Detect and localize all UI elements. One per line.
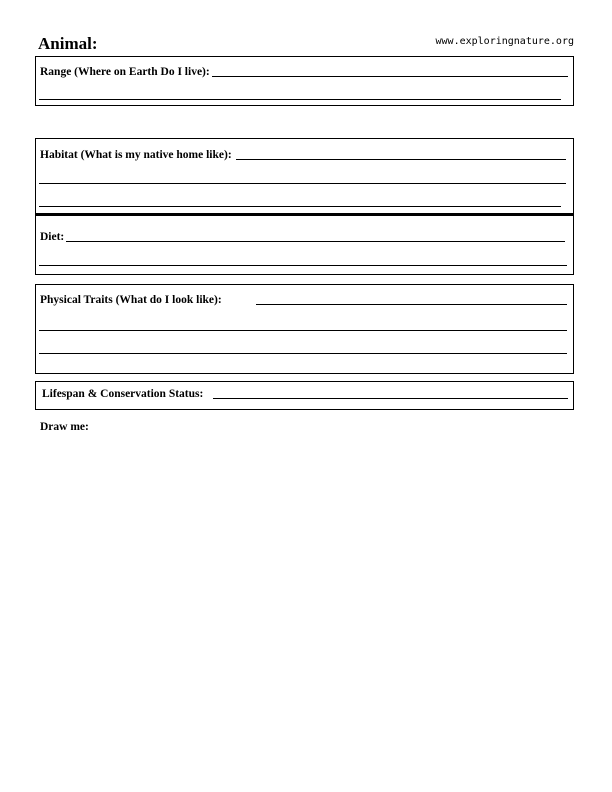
- page-title: Animal:: [38, 34, 98, 53]
- range-label: Range (Where on Earth Do I live):: [40, 66, 210, 78]
- habitat-answer-line-1[interactable]: [236, 159, 566, 160]
- physical-traits-label: Physical Traits (What do I look like):: [40, 294, 222, 306]
- website-url: www.exploringnature.org: [435, 36, 574, 47]
- physical-answer-line-3[interactable]: [39, 353, 567, 354]
- diet-answer-line-1[interactable]: [64, 241, 565, 242]
- diet-answer-line-2[interactable]: [39, 265, 567, 266]
- habitat-answer-line-2[interactable]: [39, 183, 566, 184]
- lifespan-section: [35, 381, 574, 410]
- physical-answer-line-1[interactable]: [256, 304, 567, 305]
- habitat-answer-line-3[interactable]: [39, 206, 561, 207]
- drawing-area[interactable]: [35, 440, 575, 770]
- draw-me-label: Draw me:: [40, 421, 89, 433]
- diet-section: [35, 214, 574, 275]
- physical-traits-section: [35, 284, 574, 374]
- lifespan-label: Lifespan & Conservation Status:: [42, 388, 204, 400]
- physical-answer-line-2[interactable]: [39, 330, 567, 331]
- habitat-section: [35, 138, 574, 214]
- lifespan-answer-line[interactable]: [213, 398, 568, 399]
- diet-label: Diet:: [40, 231, 65, 243]
- range-answer-line-2[interactable]: [39, 99, 561, 100]
- range-section: [35, 56, 574, 106]
- habitat-label: Habitat (What is my native home like):: [40, 149, 232, 161]
- range-answer-line-1[interactable]: [186, 76, 568, 77]
